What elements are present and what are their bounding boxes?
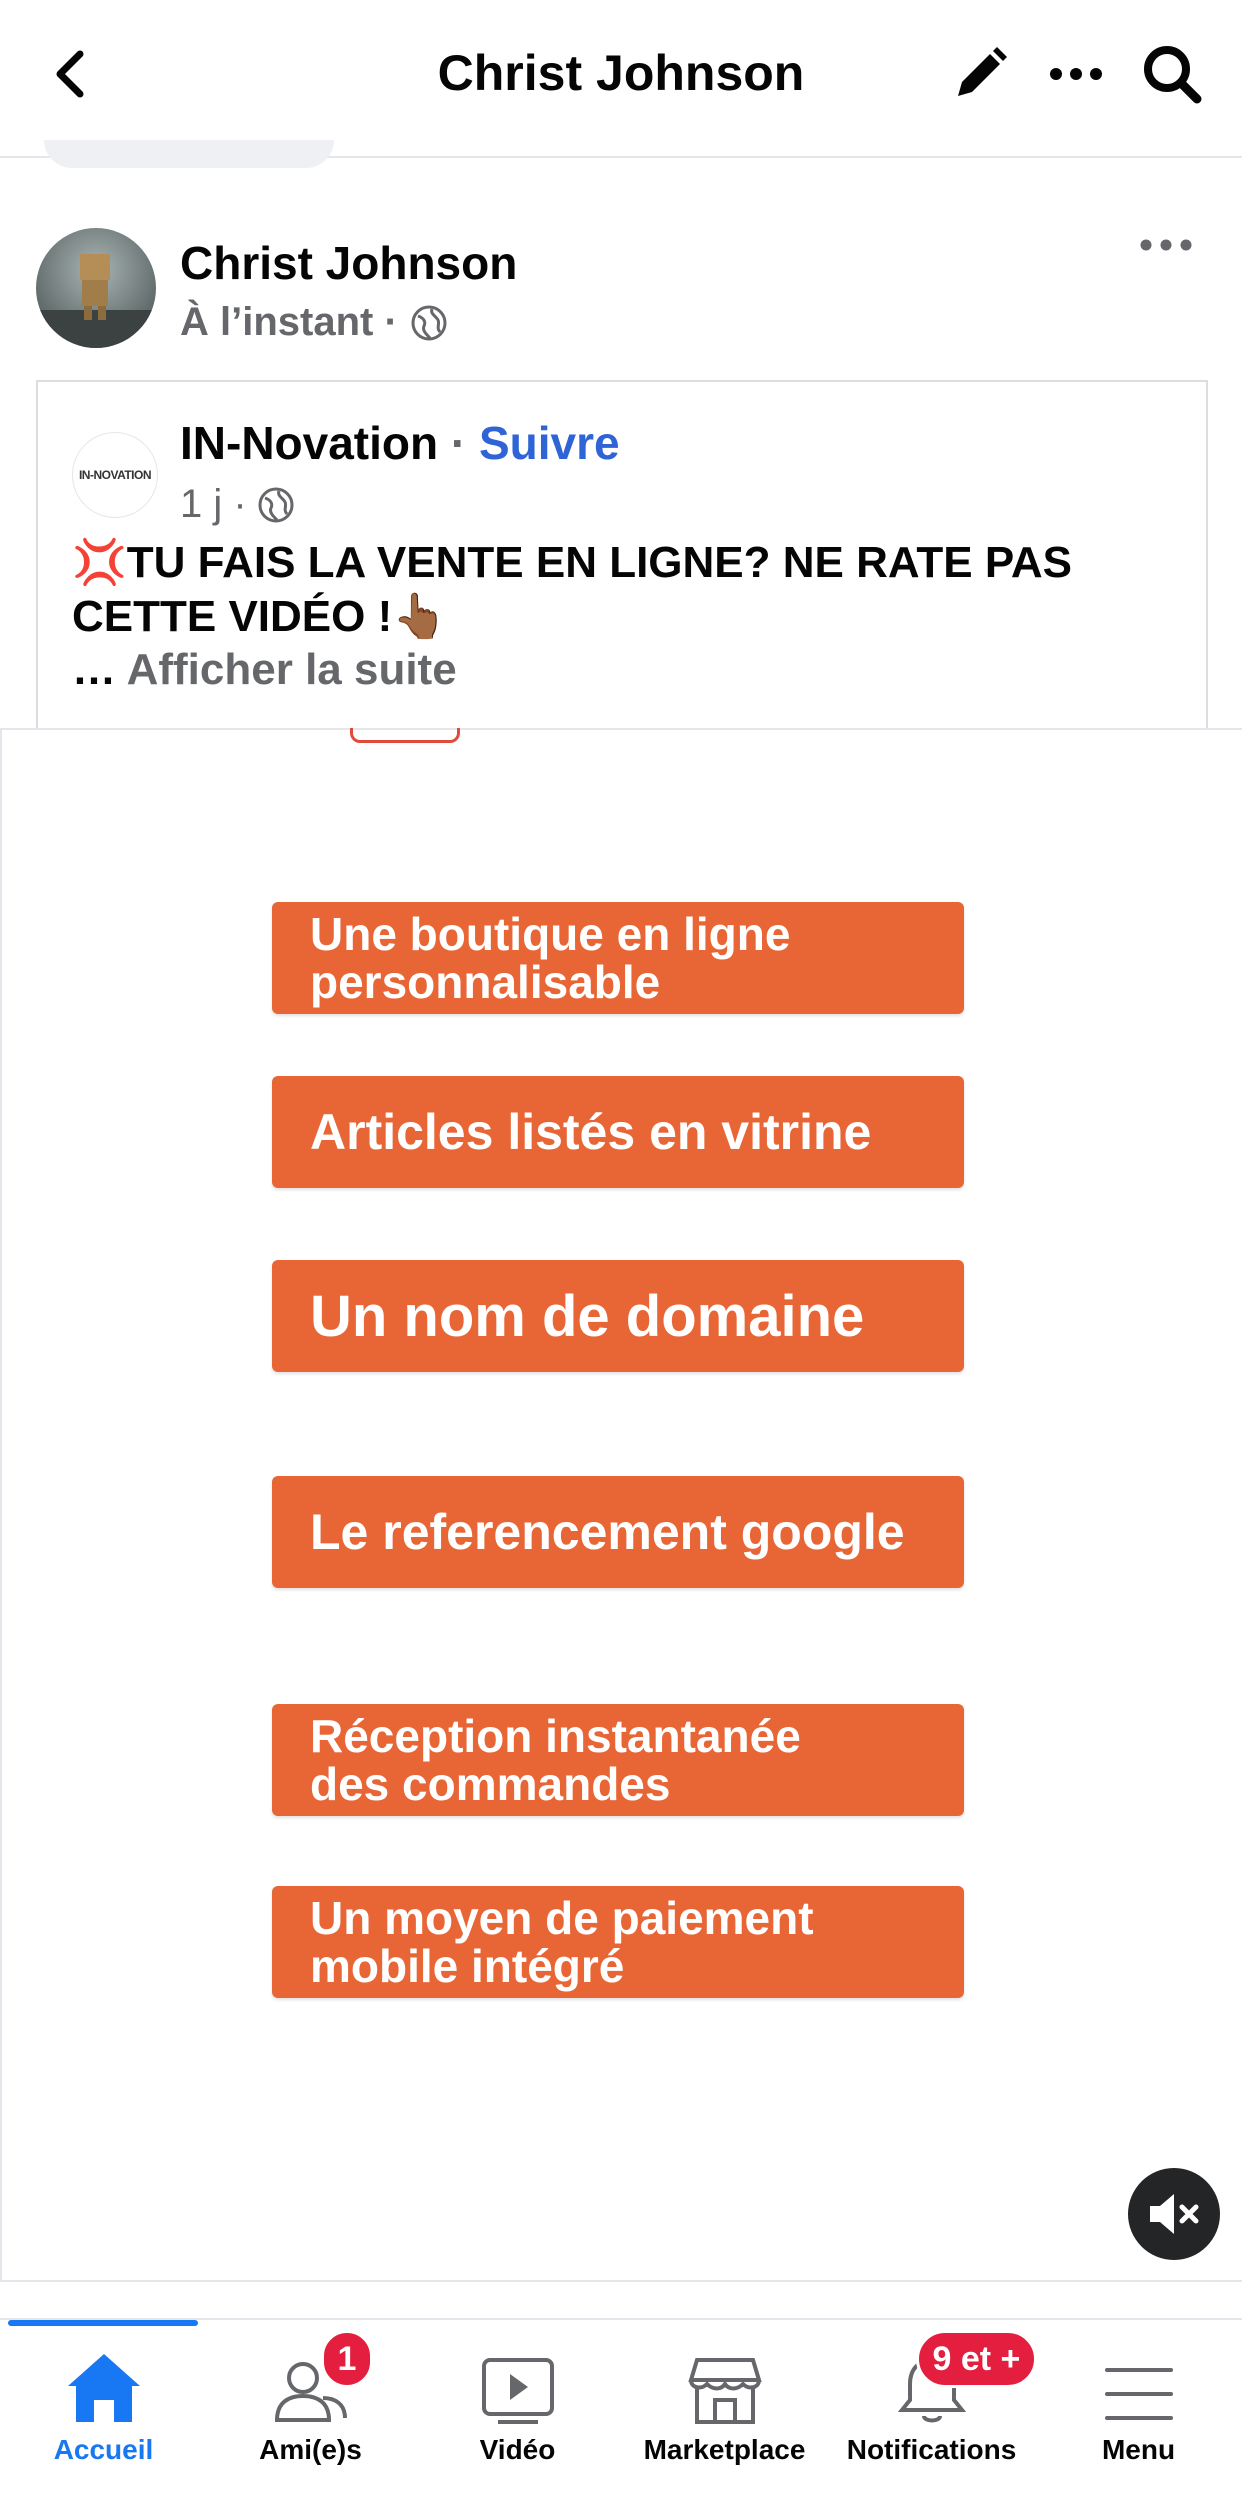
shared-page-header <box>180 416 620 470</box>
feature-line: Le referencement google <box>310 1504 905 1560</box>
edit-button[interactable] <box>944 38 1016 110</box>
search-button[interactable] <box>1136 38 1208 110</box>
globe-icon <box>257 486 295 524</box>
nav-item-notifications[interactable] <box>828 2330 1035 2480</box>
feature-line: Un moyen de paiement <box>310 1892 814 1944</box>
speaker-muted-icon <box>1144 2189 1204 2239</box>
friends-badge: 1 <box>321 2330 374 2388</box>
nav-label: Notifications <box>846 2434 1017 2465</box>
more-dots-icon <box>1140 238 1192 252</box>
nav-label: Marketplace <box>643 2434 806 2465</box>
page-title: Christ Johnson <box>437 45 805 101</box>
nav-item-home[interactable] <box>0 2330 207 2480</box>
more-dots-icon <box>1050 67 1102 81</box>
shared-page-name[interactable]: IN-Novation <box>180 417 439 469</box>
feature-line: mobile intégré <box>310 1940 625 1992</box>
notifications-badge: 9 et + <box>916 2330 1038 2388</box>
nav-label: Accueil <box>53 2434 154 2465</box>
video-icon <box>478 2354 558 2426</box>
nav-label: Vidéo <box>479 2434 556 2465</box>
feature-line: Une boutique en ligne <box>310 908 791 960</box>
feature-line: personnalisable <box>310 956 661 1008</box>
page-logo-text: IN-NOVATION <box>78 468 152 482</box>
nav-label: Menu <box>1101 2434 1176 2465</box>
top-bar <box>0 0 1242 158</box>
ellipsis: … <box>72 645 127 694</box>
post-time: À l’instant · <box>180 300 398 344</box>
feature-line: Articles listés en vitrine <box>310 1104 872 1160</box>
post-meta <box>180 300 448 345</box>
nav-label: Ami(e)s <box>259 2434 362 2465</box>
post-text-line: 💢TU FAIS LA VENTE EN LIGNE? NE RATE PAS <box>72 538 1073 587</box>
post-options-button[interactable] <box>1140 238 1192 257</box>
search-icon <box>1141 43 1203 105</box>
feature-label <box>272 1260 964 1372</box>
shared-post-text <box>72 536 1172 644</box>
nav-item-video[interactable] <box>414 2330 621 2480</box>
feature-label <box>272 1076 964 1188</box>
post-text-line: CETTE VIDÉO !👆🏾 <box>72 592 448 641</box>
separator: · <box>438 417 479 469</box>
feature-line: Réception instantanée <box>310 1710 801 1762</box>
feature-label <box>272 1704 964 1816</box>
previous-content-edge <box>44 140 334 168</box>
post-author-name[interactable]: Christ Johnson <box>180 237 518 289</box>
see-more-link[interactable]: Afficher la suite <box>126 645 457 694</box>
feature-label <box>272 902 964 1014</box>
shared-post-meta <box>180 482 295 527</box>
see-more <box>72 645 457 695</box>
nav-item-friends[interactable] <box>207 2330 414 2480</box>
feature-label <box>272 1886 964 1998</box>
follow-link[interactable]: Suivre <box>479 417 620 469</box>
globe-icon <box>410 304 448 342</box>
avatar-photo <box>36 228 156 348</box>
pencil-icon <box>950 44 1010 104</box>
more-options-button[interactable] <box>1040 38 1112 110</box>
page-logo[interactable] <box>72 432 158 518</box>
video-decoration <box>350 728 460 743</box>
unmute-button[interactable] <box>1128 2168 1220 2260</box>
menu-icon <box>1099 2360 1179 2426</box>
nav-item-marketplace[interactable] <box>621 2330 828 2480</box>
home-icon <box>64 2350 144 2426</box>
author-avatar[interactable] <box>36 228 156 348</box>
shared-post-age: 1 j · <box>180 482 247 526</box>
feature-label <box>272 1476 964 1588</box>
nav-item-menu[interactable] <box>1035 2330 1242 2480</box>
feature-line: des commandes <box>310 1758 671 1810</box>
feature-line: Un nom de domaine <box>310 1283 865 1349</box>
marketplace-icon <box>685 2354 765 2426</box>
active-tab-indicator <box>8 2320 198 2326</box>
